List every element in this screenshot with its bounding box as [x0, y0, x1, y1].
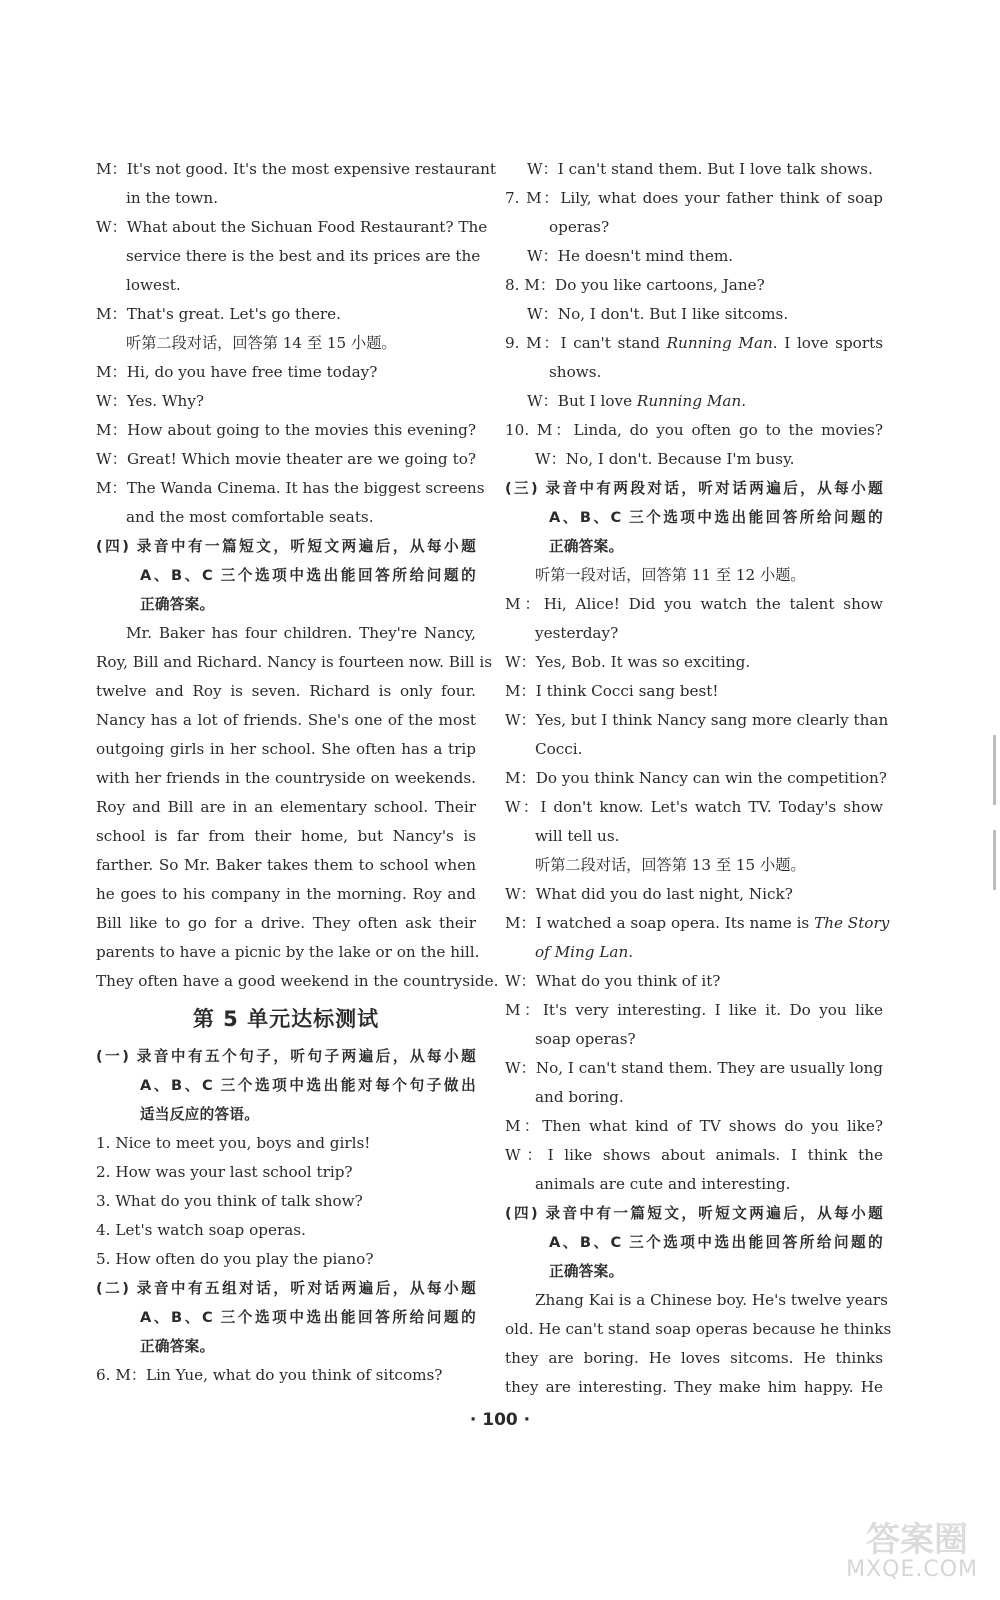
text-span: W：But I love: [527, 392, 637, 410]
text-span: M：I watched a soap opera. Its name is: [505, 914, 815, 932]
watermark-logo: [808, 1512, 978, 1582]
text-line: M：It's very interesting. I like it. Do you like: [505, 1001, 883, 1019]
section-heading: A、B、C 三个选项中选出能回答所给问题的: [549, 1234, 883, 1251]
passage-line: they are interesting. They make him happy. He: [505, 1378, 883, 1396]
italic-title: of Ming Lan: [535, 943, 629, 961]
text-line: and boring.: [535, 1088, 624, 1106]
section-instruction: 听第二段对话，回答第 13 至 15 小题。: [535, 856, 806, 874]
text-line: yesterday?: [535, 624, 619, 642]
text-line: [505, 909, 890, 938]
text-line: W：What about the Sichuan Food Restaurant? The: [96, 218, 488, 236]
section-heading: (四) 录音中有一篇短文，听短文两遍后，从每小题: [505, 1205, 883, 1222]
text-line: 10. M：Linda, do you often go to the movies?: [505, 421, 883, 439]
question-item: 5. How often do you play the piano?: [96, 1250, 374, 1268]
text-line: W：I don't know. Let's watch TV. Today's show: [505, 798, 883, 816]
passage-line: farther. So Mr. Baker takes them to school when: [96, 856, 476, 874]
section-heading: A、B、C 三个选项中选出能回答所给问题的: [140, 567, 476, 584]
text-line: operas?: [549, 218, 610, 236]
text-line: W：I like shows about animals. I think the: [505, 1146, 883, 1164]
text-span: .: [628, 943, 634, 961]
passage-line: old. He can't stand soap operas because he thinks: [505, 1320, 892, 1338]
passage-line: he goes to his company in the morning. Roy and: [96, 885, 476, 903]
section-heading: A、B、C 三个选项中选出能对每个句子做出: [140, 1077, 476, 1094]
passage-line: Nancy has a lot of friends. She's one of the most: [96, 711, 476, 729]
passage-line: parents to have a picnic by the lake or on the hill.: [96, 943, 480, 961]
italic-title: Running Man: [666, 334, 773, 352]
text-line: W：He doesn't mind them.: [527, 247, 734, 265]
scan-edge-mark: [993, 735, 996, 805]
text-line: shows.: [549, 363, 602, 381]
text-line: M：It's not good. It's the most expensive restaurant: [96, 160, 497, 178]
section-heading: 正确答案。: [140, 1338, 215, 1355]
text-line: W：I can't stand them. But I love talk shows.: [527, 160, 873, 178]
section-heading: (四) 录音中有一篇短文，听短文两遍后，从每小题: [96, 538, 476, 555]
page-number: · 100 ·: [469, 1410, 531, 1430]
scan-edge-mark: [993, 830, 996, 890]
text-line: will tell us.: [535, 827, 620, 845]
passage-line: outgoing girls in her school. She often has a trip: [96, 740, 476, 758]
section-heading: 正确答案。: [140, 596, 215, 613]
section-heading: (一) 录音中有五个句子，听句子两遍后，从每小题: [96, 1048, 476, 1065]
text-line: in the town.: [126, 189, 219, 207]
section-heading: 正确答案。: [549, 1263, 624, 1280]
passage-line: with her friends in the countryside on weekends.: [96, 769, 476, 787]
unit-test-title: 第 5 单元达标测试: [192, 1007, 380, 1031]
text-line: [505, 938, 883, 967]
passage-line: Mr. Baker has four children. They're Nancy,: [126, 624, 476, 642]
passage-line: Bill like to go for a drive. They often ask their: [96, 914, 476, 932]
section-heading: 适当反应的答语。: [140, 1106, 260, 1123]
watermark-cn-text: 答案圈: [866, 1520, 968, 1560]
section-heading: (二) 录音中有五组对话，听对话两遍后，从每小题: [96, 1280, 476, 1297]
question-item: 2. How was your last school trip?: [96, 1163, 353, 1181]
text-line: M：Hi, do you have free time today?: [96, 363, 378, 381]
passage-line: Roy and Bill are in an elementary school. Their: [96, 798, 476, 816]
text-span: 9. M：I can't stand: [505, 334, 667, 352]
section-heading: 正确答案。: [549, 538, 624, 555]
question-item: 3. What do you think of talk show?: [96, 1192, 363, 1210]
text-line: W：Yes, but I think Nancy sang more clearly than: [505, 711, 889, 729]
italic-title: Running Man: [636, 392, 742, 410]
passage-line: Zhang Kai is a Chinese boy. He's twelve years: [535, 1291, 888, 1309]
section-instruction: 听第二段对话，回答第 14 至 15 小题。: [126, 334, 397, 352]
watermark-url-text: MXQE.COM: [846, 1557, 978, 1582]
text-line: M：That's great. Let's go there.: [96, 305, 342, 323]
text-line: W：No, I can't stand them. They are usually long: [505, 1059, 883, 1077]
text-line: 7. M：Lily, what does your father think of soap: [505, 189, 883, 207]
text-line: M：I think Cocci sang best!: [505, 682, 719, 700]
text-line: M：Hi, Alice! Did you watch the talent show: [505, 595, 883, 613]
left-column: [96, 155, 499, 1390]
text-line: W：Yes, Bob. It was so exciting.: [505, 653, 751, 671]
text-line: W：No, I don't. But I like sitcoms.: [527, 305, 789, 323]
text-line: W：No, I don't. Because I'm busy.: [535, 450, 795, 468]
passage-line: they are boring. He loves sitcoms. He thinks: [505, 1349, 883, 1367]
text-line: Cocci.: [535, 740, 583, 758]
text-line: lowest.: [126, 276, 181, 294]
text-line: M：How about going to the movies this evening?: [96, 421, 476, 439]
text-span: . I love sports: [772, 334, 883, 352]
text-line: service there is the best and its prices are the: [126, 247, 481, 265]
question-item: 1. Nice to meet you, boys and girls!: [96, 1134, 371, 1152]
text-line: [505, 387, 883, 416]
text-line: [505, 329, 883, 358]
text-span: .: [741, 392, 747, 410]
text-line: 8. M：Do you like cartoons, Jane?: [505, 276, 765, 294]
section-heading: A、B、C 三个选项中选出能回答所给问题的: [140, 1309, 476, 1326]
text-line: and the most comfortable seats.: [126, 508, 374, 526]
question-item: 4. Let's watch soap operas.: [96, 1221, 306, 1239]
text-line: W：Great! Which movie theater are we going to?: [96, 450, 476, 468]
italic-title: The Story: [814, 914, 890, 932]
passage-line: They often have a good weekend in the countryside.: [96, 972, 499, 990]
text-line: soap operas?: [535, 1030, 636, 1048]
passage-line: school is far from their home, but Nancy's is: [96, 827, 476, 845]
section-heading: A、B、C 三个选项中选出能回答所给问题的: [549, 509, 883, 526]
section-heading: (三) 录音中有两段对话，听对话两遍后，从每小题: [505, 480, 883, 497]
passage-line: Roy, Bill and Richard. Nancy is fourteen now. Bill is: [96, 653, 493, 671]
section-instruction: 听第一段对话，回答第 11 至 12 小题。: [535, 566, 806, 584]
question-item: 6. M：Lin Yue, what do you think of sitcoms?: [96, 1366, 443, 1384]
text-line: M：The Wanda Cinema. It has the biggest screens: [96, 479, 485, 497]
text-line: M：Then what kind of TV shows do you like?: [505, 1117, 883, 1135]
text-line: M：Do you think Nancy can win the competition?: [505, 769, 887, 787]
passage-line: twelve and Roy is seven. Richard is only four.: [96, 682, 476, 700]
right-column: [505, 155, 892, 1402]
text-line: W：Yes. Why?: [96, 392, 205, 410]
text-line: W：What do you think of it?: [505, 972, 721, 990]
text-line: W：What did you do last night, Nick?: [505, 885, 793, 903]
text-line: animals are cute and interesting.: [535, 1175, 791, 1193]
